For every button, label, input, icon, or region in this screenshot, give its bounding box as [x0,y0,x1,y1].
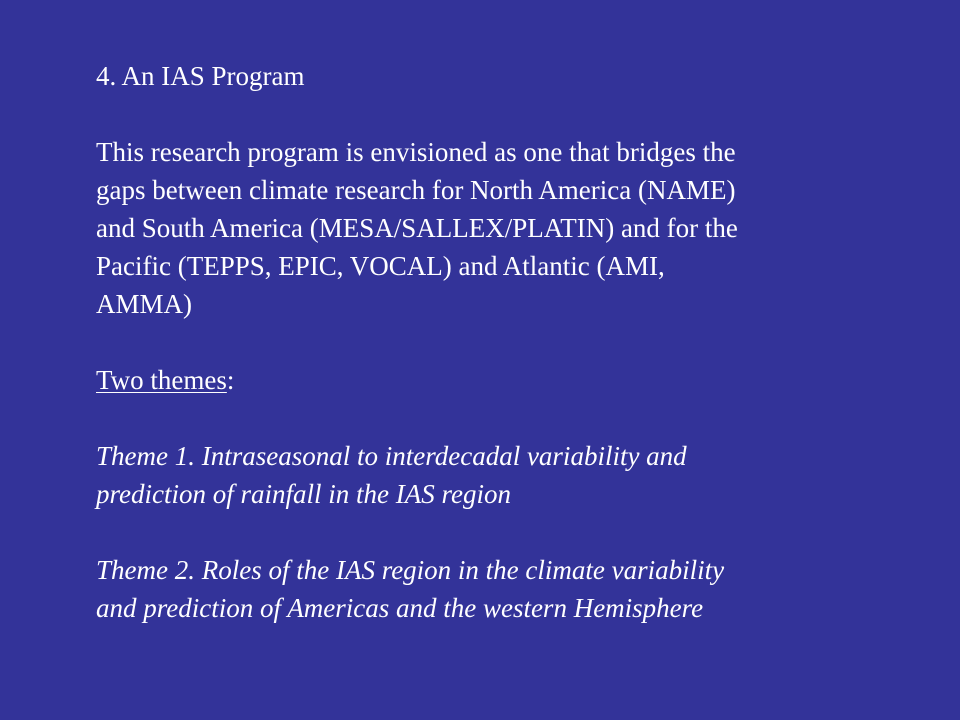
spacer [96,513,916,551]
slide-content [96,57,916,627]
intro-line-1: This research program is envisioned as one that bridges the [96,137,736,167]
themes-label: Two themes [96,365,227,395]
intro-line-5: AMMA) [96,289,193,319]
themes-colon: : [226,365,235,395]
intro-line-3: and South America (MESA/SALLEX/PLATIN) and for the [96,213,738,243]
intro-line-2: gaps between climate research for North America (NAME) [96,175,736,205]
spacer [96,323,916,361]
spacer [96,95,916,133]
slide-heading: 4. An IAS Program [96,61,305,91]
theme1-line-2: prediction of rainfall in the IAS region [96,479,511,509]
themes-heading [96,361,916,399]
theme2-line-1: Theme 2. Roles of the IAS region in the climate variability [96,555,725,585]
theme1-line-1: Theme 1. Intraseasonal to interdecadal variability and [96,441,687,471]
theme2-line-2: and prediction of Americas and the western Hemisphere [96,593,704,623]
intro-line-4: Pacific (TEPPS, EPIC, VOCAL) and Atlantic (AMI, [96,251,665,281]
spacer [96,399,916,437]
